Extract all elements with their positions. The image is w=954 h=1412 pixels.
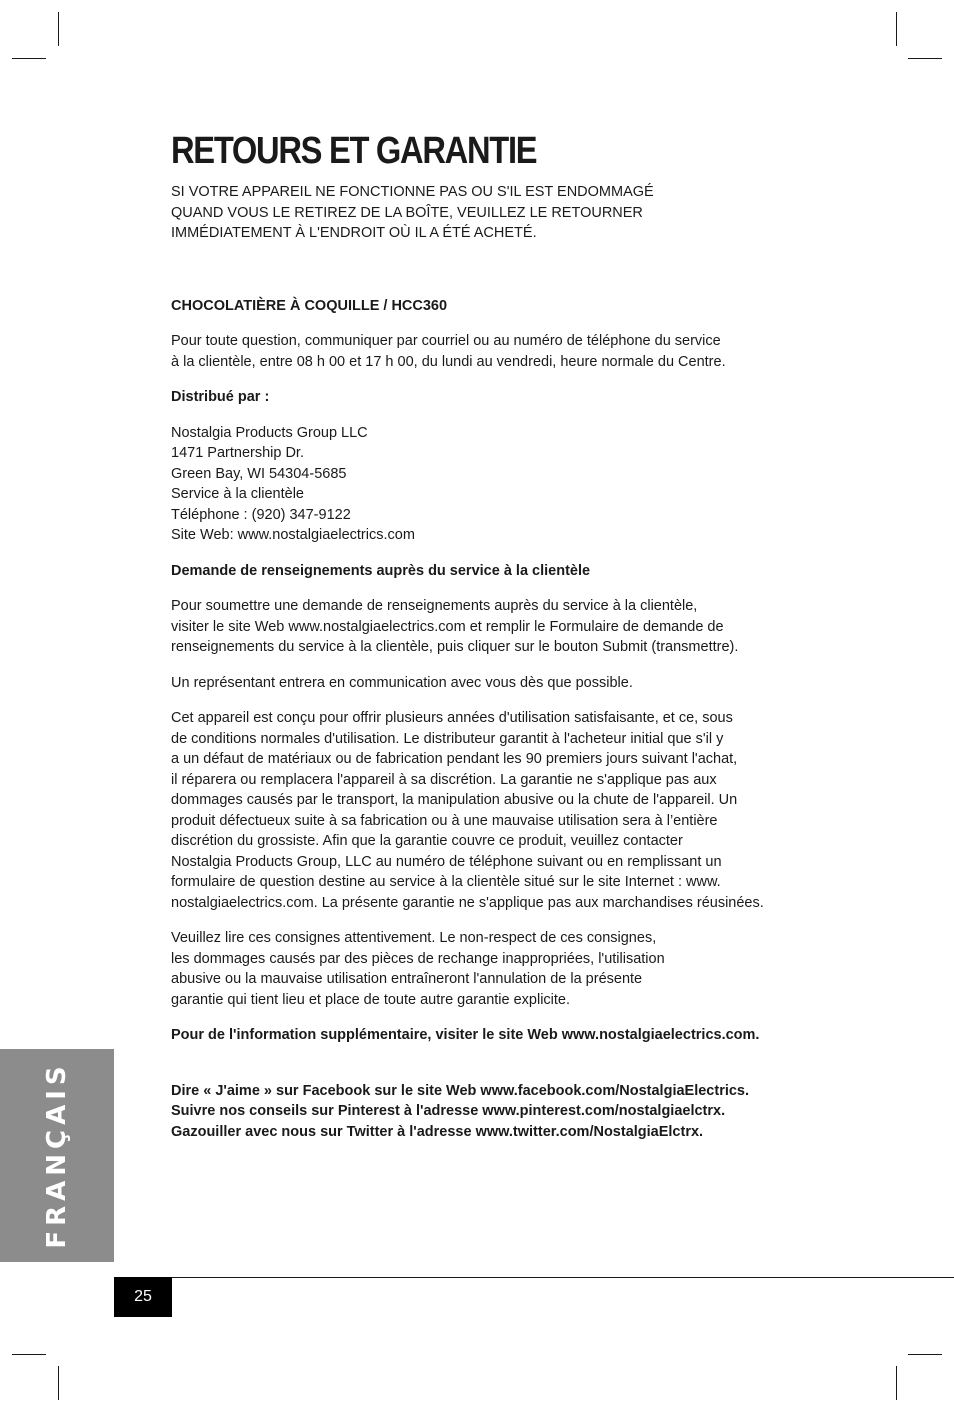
text-line: visiter le site Web www.nostalgiaelectrics.com et remplir le Formulaire de demande de <box>171 618 724 635</box>
text-line: Veuillez lire ces consignes attentivement. Le non-respect de ces consignes, <box>171 930 657 946</box>
text-line: il réparera ou remplacera l'appareil à sa discrétion. La garantie ne s'applique pas aux <box>171 771 717 788</box>
footer-rule <box>114 1277 954 1278</box>
text-line: formulaire de question destine au service à la clientèle situé sur le site Internet : www. <box>171 874 721 890</box>
address-line: Service à la clientèle <box>171 486 304 502</box>
address-line: Téléphone : (920) 347-9122 <box>171 506 351 523</box>
crop-mark <box>12 58 46 59</box>
pinterest-line: Suivre nos conseils sur Pinterest à l'adresse www.pinterest.com/nostalgiaelctrx. <box>171 1103 726 1119</box>
more-info-line: Pour de l'information supplémentaire, visiter le site Web www.nostalgiaelectrics.com. <box>171 1027 760 1043</box>
text-line: à la clientèle, entre 08 h 00 et 17 h 00, du lundi au vendredi, heure normale du Centre. <box>171 353 726 370</box>
crop-mark <box>896 1366 897 1400</box>
intro-line: QUAND VOUS LE RETIREZ DE LA BOÎTE, VEUILLEZ LE RETOURNER <box>171 204 643 221</box>
page-title: RETOURS ET GARANTIE <box>171 130 537 172</box>
address-line: Green Bay, WI 54304-5685 <box>171 465 347 482</box>
contact-paragraph <box>171 331 831 372</box>
text-line: renseignements du service à la clientèle, puis cliquer sur le bouton Submit (transmettre). <box>171 639 739 655</box>
text-line: dommages causés par le transport, la manipulation abusive ou la chute de l'appareil. Un <box>171 792 738 808</box>
text-line: Pour toute question, communiquer par courriel ou au numéro de téléphone du service <box>171 333 721 349</box>
address-line: 1471 Partnership Dr. <box>171 445 304 461</box>
crop-mark <box>58 12 59 46</box>
text-line: a un défaut de matériaux ou de fabrication pendant les 90 premiers jours suivant l'achat, <box>171 751 738 767</box>
address-line: Site Web: www.nostalgiaelectrics.com <box>171 527 415 543</box>
text-line: Nostalgia Products Group, LLC au numéro de téléphone suivant ou en remplissant un <box>171 853 722 870</box>
intro-line: SI VOTRE APPAREIL NE FONCTIONNE PAS OU S'IL EST ENDOMMAGÉ <box>171 184 654 200</box>
address-line: Nostalgia Products Group LLC <box>171 424 368 441</box>
product-heading: CHOCOLATIÈRE À COQUILLE / HCC360 <box>171 297 448 314</box>
page-content <box>171 128 831 1157</box>
text-line: produit défectueux suite à sa fabrication ou à une mauvaise utilisation sera à l’entière <box>171 812 718 829</box>
instructions-paragraph <box>171 928 831 1010</box>
distributor-address <box>171 423 831 546</box>
language-tab <box>0 1049 114 1262</box>
text-line: garantie qui tient lieu et place de toute autre garantie explicite. <box>171 991 571 1008</box>
inquiry-heading: Demande de renseignements auprès du service à la clientèle <box>171 562 591 579</box>
text-line: les dommages causés par des pièces de rechange inappropriées, l'utilisation <box>171 950 665 967</box>
twitter-line: Gazouiller avec nous sur Twitter à l'adresse www.twitter.com/NostalgiaElctrx. <box>171 1123 704 1140</box>
crop-mark <box>908 58 942 59</box>
text-line: nostalgiaelectrics.com. La présente garantie ne s'applique pas aux marchandises réusinées. <box>171 894 764 911</box>
crop-mark <box>896 12 897 46</box>
representative-paragraph: Un représentant entrera en communication avec vous dès que possible. <box>171 674 633 691</box>
social-links <box>171 1081 831 1143</box>
intro-notice <box>171 182 831 244</box>
facebook-line: Dire « J'aime » sur Facebook sur le site Web www.facebook.com/NostalgiaElectrics. <box>171 1082 750 1099</box>
crop-mark <box>908 1354 942 1355</box>
language-label: FRANÇAIS <box>42 1061 72 1249</box>
intro-line: IMMÉDIATEMENT À L'ENDROIT OÙ IL A ÉTÉ ACHETÉ. <box>171 225 537 241</box>
crop-mark <box>12 1354 46 1355</box>
distributed-label: Distribué par : <box>171 389 270 405</box>
text-line: Cet appareil est conçu pour offrir plusieurs années d'utilisation satisfaisante, et ce, sous <box>171 710 733 726</box>
crop-mark <box>58 1366 59 1400</box>
text-line: Pour soumettre une demande de renseignements auprès du service à la clientèle, <box>171 598 698 614</box>
text-line: de conditions normales d'utilisation. Le distributeur garantit à l'acheteur initial que s'il y <box>171 730 724 747</box>
inquiry-paragraph <box>171 596 831 658</box>
page-number: 25 <box>114 1277 172 1317</box>
warranty-paragraph <box>171 708 831 913</box>
text-line: abusive ou la mauvaise utilisation entraîneront l'annulation de la présente <box>171 971 643 987</box>
text-line: discrétion du grossiste. Afin que la garantie couvre ce produit, veuillez contacter <box>171 833 683 849</box>
